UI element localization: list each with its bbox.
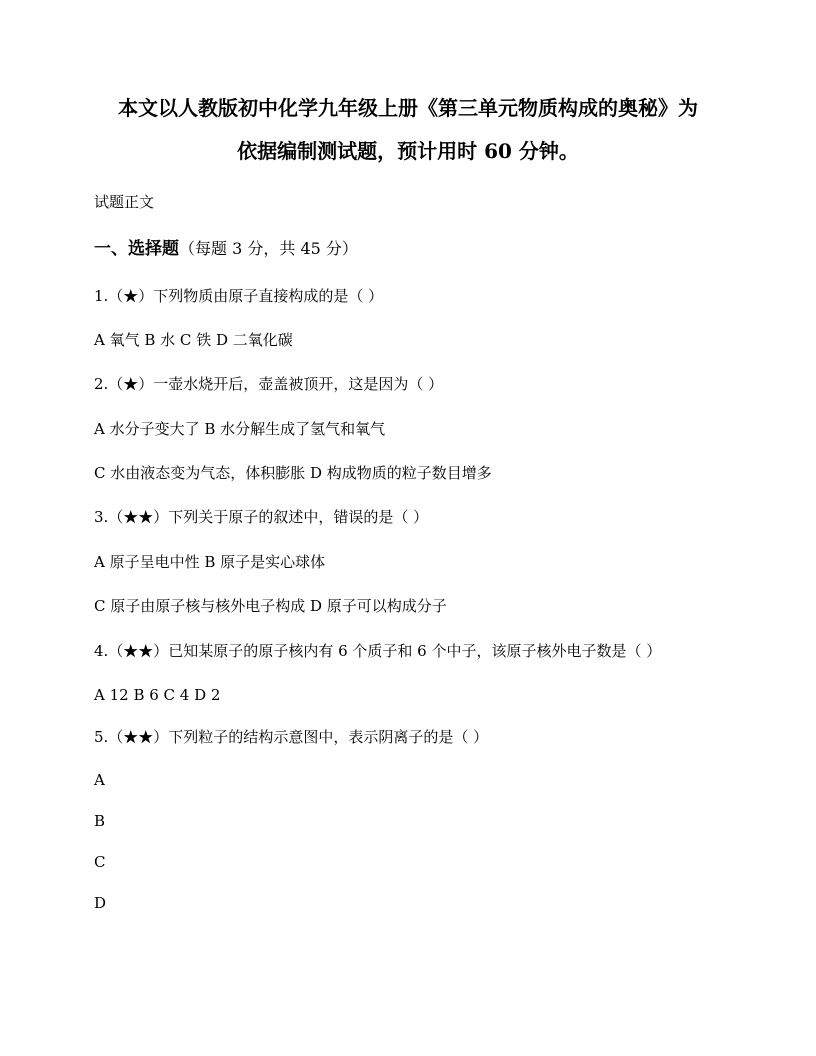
section-scoring-note: （每题 3 分，共 45 分） bbox=[179, 239, 358, 258]
question-3-options-line-2: C 原子由原子核与核外电子构成 D 原子可以构成分子 bbox=[94, 597, 447, 615]
question-5-option-a: A bbox=[94, 771, 105, 789]
document-title-line-1: 本文以人教版初中化学九年级上册《第三单元物质构成的奥秘》为 bbox=[118, 96, 698, 120]
question-4-stem: 4.（★★）已知某原子的原子核内有 6 个质子和 6 个中子，该原子核外电子数是（ ） bbox=[94, 642, 662, 660]
question-2-options-line-2: C 水由液态变为气态，体积膨胀 D 构成物质的粒子数目增多 bbox=[94, 464, 492, 482]
section-heading bbox=[94, 237, 358, 261]
question-5-option-b: B bbox=[94, 812, 106, 830]
document-title-line-2: 依据编制测试题，预计用时 60 分钟。 bbox=[237, 139, 579, 163]
question-3-options-line-1: A 原子呈电中性 B 原子是实心球体 bbox=[94, 553, 326, 571]
section-title: 一、选择题 bbox=[94, 239, 179, 259]
question-5-option-d: D bbox=[94, 894, 107, 912]
question-1-options: A 氧气 B 水 C 铁 D 二氧化碳 bbox=[94, 331, 293, 349]
question-3-stem: 3.（★★）下列关于原子的叙述中，错误的是（ ） bbox=[94, 508, 429, 526]
question-1-stem: 1.（★）下列物质由原子直接构成的是（ ） bbox=[94, 287, 384, 305]
body-label: 试题正文 bbox=[94, 193, 155, 211]
question-4-options: A 12 B 6 C 4 D 2 bbox=[94, 686, 221, 704]
question-2-stem: 2.（★）一壶水烧开后，壶盖被顶开，这是因为（ ） bbox=[94, 375, 444, 393]
question-5-stem: 5.（★★）下列粒子的结构示意图中，表示阴离子的是（ ） bbox=[94, 728, 489, 746]
question-2-options-line-1: A 水分子变大了 B 水分解生成了氢气和氧气 bbox=[94, 420, 386, 438]
question-5-option-c: C bbox=[94, 853, 106, 871]
